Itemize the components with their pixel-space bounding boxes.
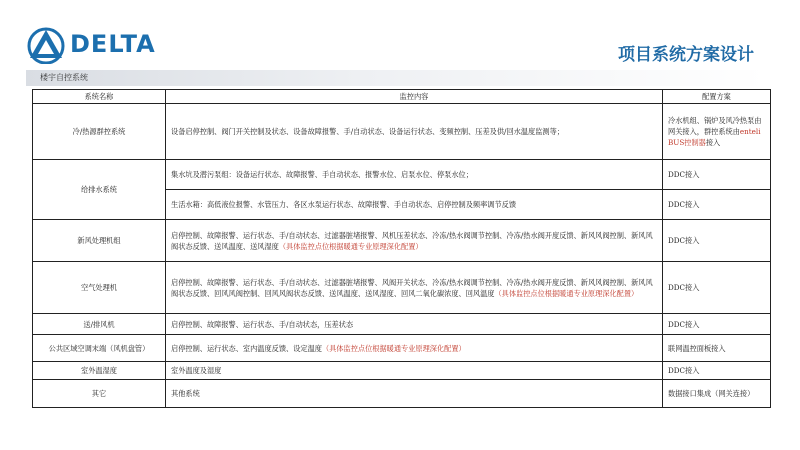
subtitle-bar	[26, 70, 766, 86]
row-system-name: 室外温湿度	[33, 362, 166, 380]
row-monitor-content: 室外温度及湿度	[166, 362, 663, 380]
plan-highlight: enteliBUS控制器	[668, 127, 761, 147]
header-config-plan: 配置方案	[663, 90, 771, 104]
table-row	[33, 362, 771, 380]
row-config-plan: 数据接口集成（网关连接）	[663, 380, 771, 408]
row-config-plan: DDC接入	[663, 362, 771, 380]
row-monitor-content	[166, 335, 663, 362]
slide-title: 项目系统方案设计	[618, 45, 754, 65]
content-note: （具体监控点位根据暖通专业原理深化配置）	[494, 288, 639, 298]
row-system-name: 送/排风机	[33, 314, 166, 335]
row-monitor-content	[166, 262, 663, 314]
section-subtitle: 楼宇自控系统	[40, 73, 88, 82]
row-config-plan: DDC接入	[663, 190, 771, 220]
row-config-plan: DDC接入	[663, 220, 771, 262]
row-system-name: 冷/热源群控系统	[33, 104, 166, 160]
content-note: （具体监控点位根据暖通专业原理深化配置）	[278, 241, 423, 251]
row-config-plan: 联网温控面板接入	[663, 335, 771, 362]
logo-text: DELTA	[70, 30, 156, 58]
header-system-name: 系统名称	[33, 90, 166, 104]
table-row	[33, 104, 771, 160]
row-system-name: 公共区域空调末端（风机盘管）	[33, 335, 166, 362]
table-row	[33, 314, 771, 335]
row-config-plan: DDC接入	[663, 262, 771, 314]
table-row	[33, 160, 771, 190]
table-row	[33, 262, 771, 314]
table-row	[33, 335, 771, 362]
row-system-name: 新风处理机组	[33, 220, 166, 262]
row-config-plan: DDC接入	[663, 160, 771, 190]
system-table	[32, 89, 771, 408]
content-text: 启停控制、运行状态、室内温度反馈、设定温度	[171, 343, 322, 353]
row-monitor-content: 其他系统	[166, 380, 663, 408]
row-monitor-content: 启停控制、故障报警、运行状态、手/自动状态，压差状态	[166, 314, 663, 335]
row-system-name: 其它	[33, 380, 166, 408]
row-config-plan	[663, 104, 771, 160]
content-text: 启停控制、故障报警、运行状态、手/自动状态、过滤器脏堵报警、风机压差状态、冷冻/热水阀调节控制、冷冻/热水阀开度反馈、新风风阀控制、新风风阀状态反馈、送风温度、送风湿度	[171, 230, 653, 251]
row-system-name: 空气处理机	[33, 262, 166, 314]
table-row	[33, 220, 771, 262]
content-note: （具体监控点位根据暖通专业原理深化配置）	[321, 343, 466, 353]
plan-text: 冷水机组、锅炉及风冷热泵由网关接入，群控系统由	[668, 116, 762, 136]
plan-tail: 接入	[705, 138, 721, 147]
row-monitor-content: 生活水箱：高低液位报警、水管压力、各区水泵运行状态、故障报警、手自动状态、启停控制及频率调节反馈	[166, 190, 663, 220]
content-text: 启停控制、故障报警、运行状态、手/自动状态、过滤器脏堵报警、风阀开关状态、冷冻/热水阀调节控制、冷冻/热水阀开度反馈、新风风阀控制、新风风阀状态反馈、回风风阀控制、回风风阀状态反馈、送风温度、送风湿度、回风二氧化碳浓度、回风温度	[171, 277, 653, 298]
header-monitor-content: 监控内容	[166, 90, 663, 104]
row-system-name: 给排水系统	[33, 160, 166, 220]
delta-logo	[26, 24, 156, 64]
delta-triangle-icon	[26, 24, 66, 64]
table-header-row	[33, 90, 771, 104]
row-monitor-content	[166, 220, 663, 262]
row-monitor-content: 集水坑及潜污泵组：设备运行状态、故障报警、手自动状态、报警水位、启泵水位、停泵水位；	[166, 160, 663, 190]
row-monitor-content: 设备启停控制、阀门开关控制及状态、设备故障报警、手/自动状态、设备运行状态、变频控制、压差及供/回水温度监测等；	[166, 104, 663, 160]
table-row	[33, 380, 771, 408]
row-config-plan: DDC接入	[663, 314, 771, 335]
